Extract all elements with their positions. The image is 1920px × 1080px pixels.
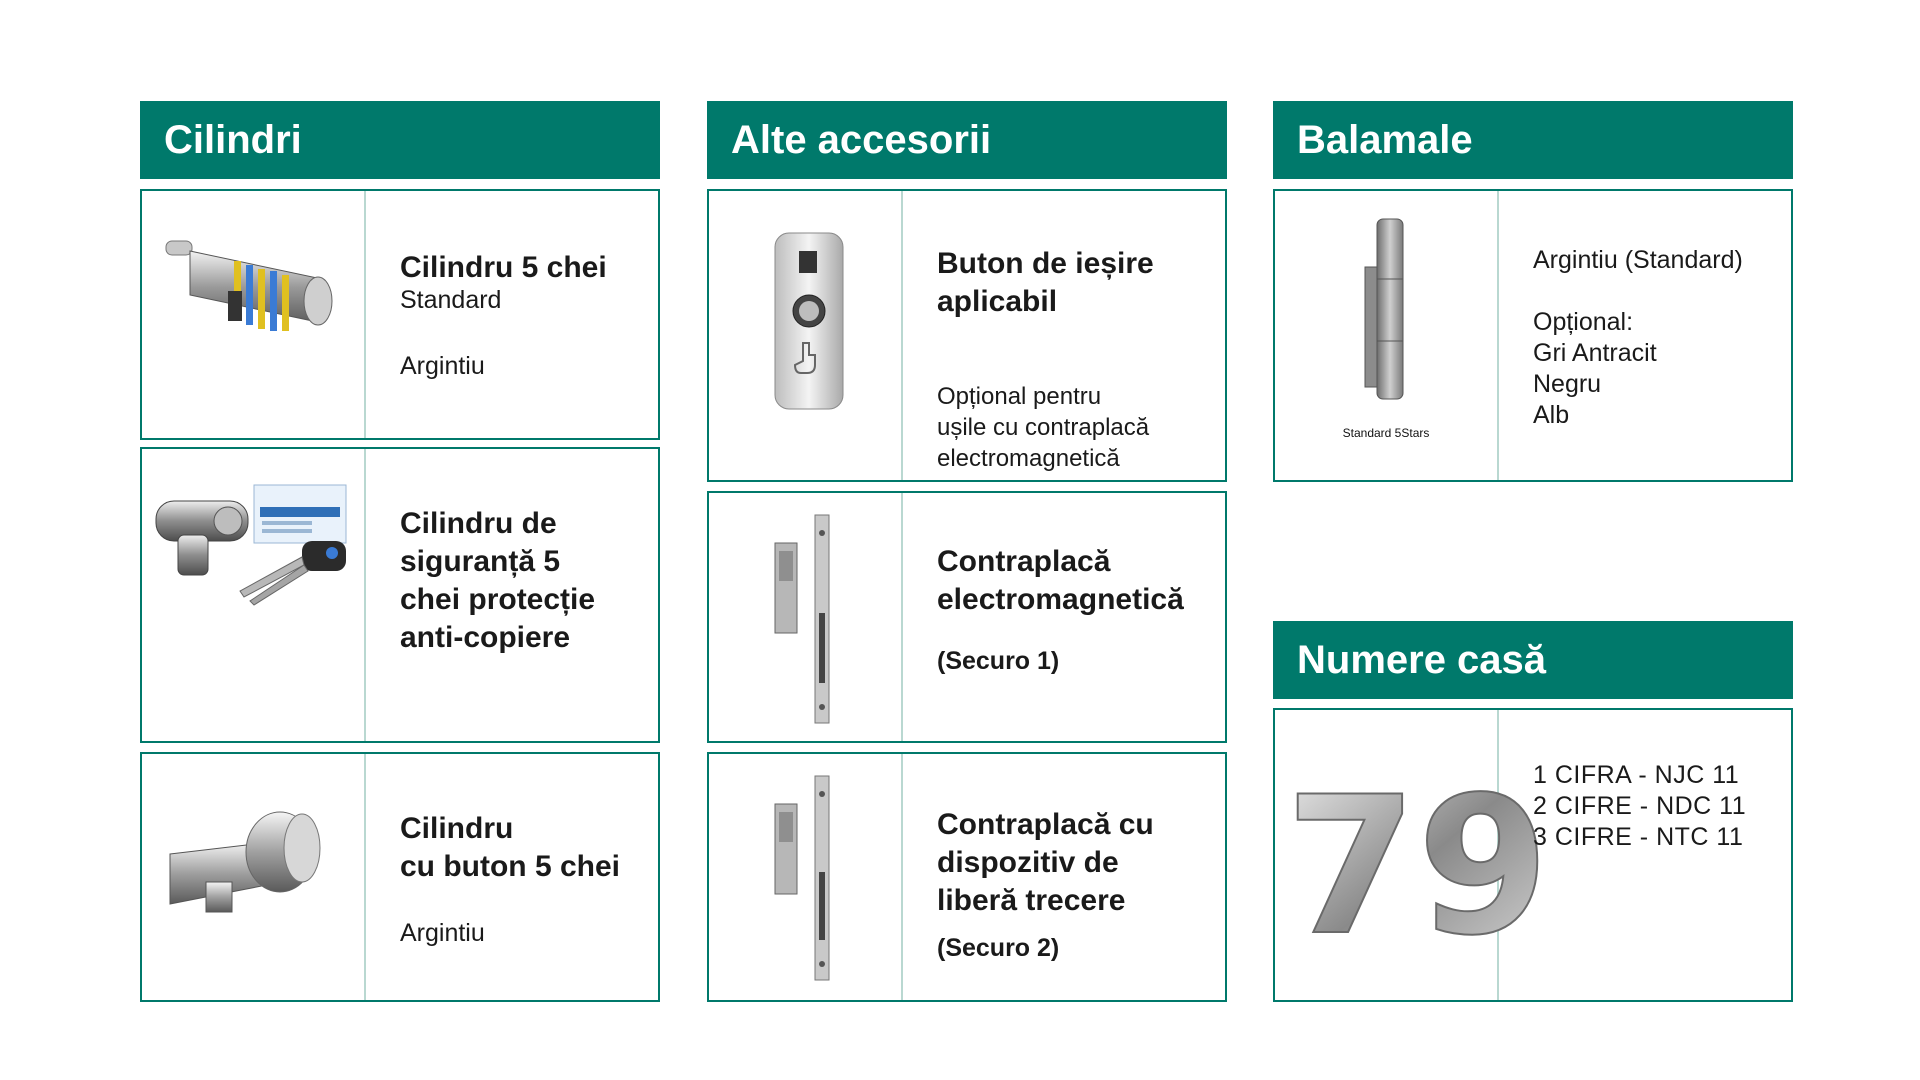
card-text — [1499, 191, 1791, 480]
balamale-header: Balamale — [1273, 101, 1793, 179]
product-title: Cilindru de siguranță 5 chei protecție anti-copiere — [400, 507, 596, 654]
house-number-image — [1275, 710, 1550, 1000]
product-card-contraplaca-libera-trecere[interactable] — [707, 752, 1227, 1002]
hinge-image — [1275, 191, 1499, 480]
thumbturn-cylinder-icon — [142, 754, 364, 1000]
product-card-balamale[interactable] — [1273, 189, 1793, 482]
product-card-cilindru-cu-buton[interactable] — [140, 752, 660, 1002]
security-cylinder-with-keys-icon — [142, 449, 364, 741]
numere-header: Numere casă — [1273, 621, 1793, 699]
exit-button-icon — [709, 191, 901, 479]
exit-button-image — [709, 191, 903, 480]
product-title: Buton de ieșire aplicabil — [937, 247, 1154, 318]
card-text — [903, 191, 1225, 480]
product-title: Contraplacă cu dispozitiv de liberă trecere — [937, 808, 1154, 917]
hinge-standard-color: Argintiu (Standard) — [1533, 246, 1743, 274]
cylinder-image — [142, 191, 366, 438]
security-cylinder-image — [142, 449, 366, 741]
product-card-contraplaca-electromagnetica[interactable] — [707, 491, 1227, 743]
hinge-options: Opțional: Gri Antracit Negru Alb — [1533, 308, 1657, 429]
accesorii-header: Alte accesorii — [707, 101, 1227, 179]
house-number-digits-icon — [1275, 710, 1550, 1000]
hinge-icon — [1275, 191, 1497, 451]
svg-text:79: 79 — [1285, 756, 1550, 977]
cilindri-header: Cilindri — [140, 101, 660, 179]
card-text — [366, 191, 658, 438]
product-title: Cilindru cu buton 5 chei — [400, 812, 621, 883]
product-model: (Securo 1) — [937, 647, 1060, 675]
cilindri-column — [140, 101, 660, 947]
hinge-caption: Standard 5Stars — [1342, 426, 1430, 440]
product-color: Argintiu — [400, 919, 485, 947]
product-model: (Securo 2) — [937, 934, 1060, 962]
card-text — [1499, 710, 1791, 1000]
thumbturn-cylinder-image — [142, 754, 366, 1000]
euro-cylinder-cutaway-icon — [142, 191, 364, 437]
accesorii-column — [707, 101, 1227, 962]
house-number-codes: 1 CIFRA - NJC 11 2 CIFRE - NDC 11 3 CIFRE - NTC 11 — [1533, 761, 1747, 851]
product-card-numere-casa[interactable] — [1273, 708, 1793, 1002]
product-card-cilindru-siguranta[interactable] — [140, 447, 660, 743]
product-color: Argintiu — [400, 352, 485, 380]
card-text — [366, 754, 658, 1000]
electric-strike-image — [709, 493, 903, 741]
balamale-column — [1273, 101, 1793, 977]
card-text — [903, 754, 1225, 1000]
product-title: Contraplacă electromagnetică — [937, 545, 1184, 616]
product-note: Opțional pentru ușile cu contraplacă electromagnetică — [937, 383, 1150, 472]
product-card-buton-iesire[interactable] — [707, 189, 1227, 482]
product-subtitle: Standard — [400, 286, 502, 314]
electric-strike-free-pass-icon — [709, 754, 901, 1000]
card-text — [366, 449, 658, 741]
product-card-cilindru-5-chei[interactable] — [140, 189, 660, 440]
product-title: Cilindru 5 chei — [400, 251, 607, 284]
electric-strike-free-pass-image — [709, 754, 903, 1000]
electric-strike-icon — [709, 493, 901, 741]
card-text — [903, 493, 1225, 741]
